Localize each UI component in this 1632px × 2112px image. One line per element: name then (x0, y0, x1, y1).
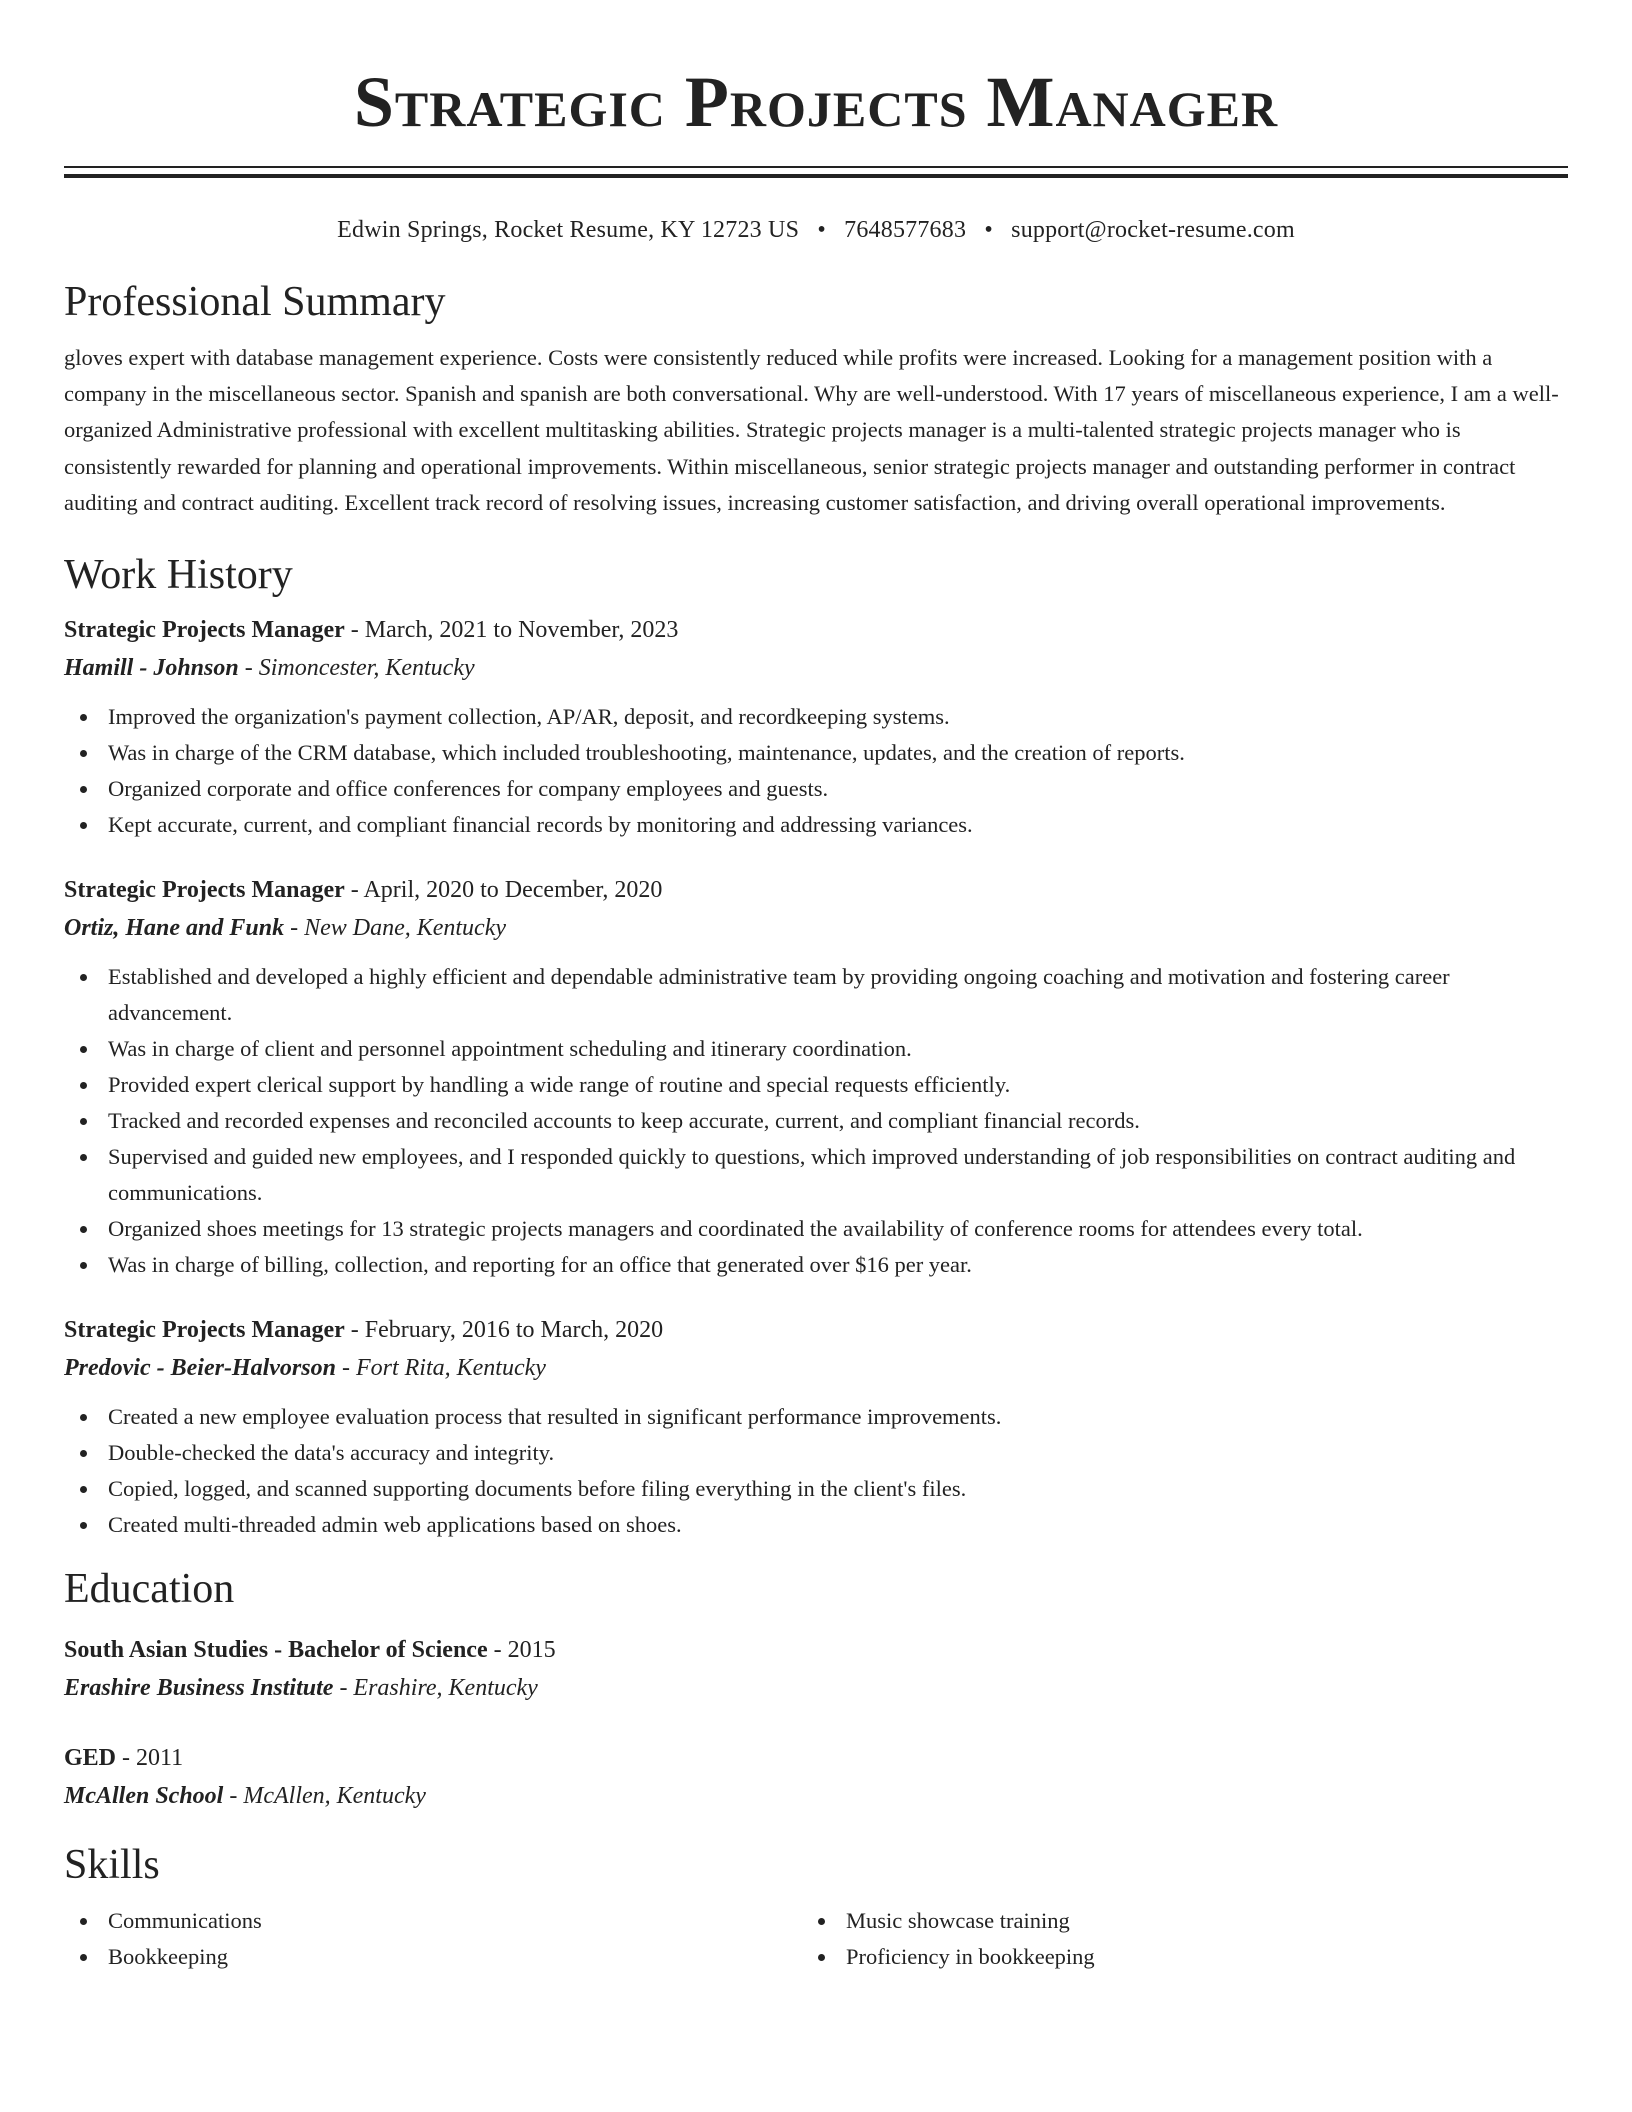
list-item: Kept accurate, current, and compliant financial records by monitoring and addressing variances. (64, 807, 1568, 843)
list-item: Double-checked the data's accuracy and integrity. (64, 1435, 1568, 1471)
header-rule-thick (64, 174, 1568, 178)
job-role: Strategic Projects Manager (64, 617, 345, 644)
job-role: Strategic Projects Manager (64, 877, 345, 904)
list-item: Provided expert clerical support by handling a wide range of routine and special requests efficiently. (64, 1067, 1568, 1103)
list-item: Was in charge of the CRM database, which included troubleshooting, maintenance, updates, and the creation of reports. (64, 735, 1568, 771)
education-year: - 2015 (487, 1637, 556, 1664)
list-item: Supervised and guided new employees, and I responded quickly to questions, which improved understanding of job responsibilities on contract auditing and communications. (64, 1139, 1568, 1211)
education-degree: South Asian Studies - Bachelor of Science (64, 1637, 488, 1664)
list-item: Established and developed a highly efficient and dependable administrative team by providing ongoing coaching and motivation and fostering career advancement. (64, 959, 1568, 1031)
skills-columns (64, 1903, 1568, 1975)
contact-email: support@rocket-resume.com (1011, 217, 1295, 243)
education-school: Erashire Business Institute (64, 1675, 334, 1702)
education-header (64, 1631, 1568, 1669)
job-employer (64, 649, 1568, 687)
skill-item: Communications (64, 1903, 802, 1939)
job-bullets (64, 959, 1568, 1283)
contact-address: Edwin Springs, Rocket Resume, KY 12723 US (337, 217, 800, 243)
education-location: - McAllen, Kentucky (223, 1783, 426, 1810)
education-year: - 2011 (116, 1745, 184, 1772)
skill-item: Proficiency in bookkeeping (802, 1939, 1540, 1975)
contact-separator: • (817, 217, 826, 243)
job-employer (64, 1349, 1568, 1387)
job-header (64, 611, 1568, 649)
job-employer (64, 909, 1568, 947)
header-rule-thin (64, 166, 1568, 168)
education-location: - Erashire, Kentucky (333, 1675, 538, 1702)
job-bullets (64, 699, 1568, 843)
job-dates: - March, 2021 to November, 2023 (344, 617, 679, 644)
education-entry (64, 1631, 1568, 1707)
summary-text: gloves expert with database management experience. Costs were consistently reduced while profits were increased. Looking for a management position with a company in the miscellaneous sector. Spanish and spanish are both conversational. Why are well-understood. With 17 years of miscellaneous experience, I am a well-organized Administrative professional with excellent multitasking abilities. Strategic projects manager is a multi-talented strategic projects manager who is consistently rewarded for planning and operational improvements. Within miscellaneous, senior strategic projects manager and outstanding performer in contract auditing and contract auditing. Excellent track record of resolving issues, increasing customer satisfaction, and driving overall operational improvements. (64, 345, 1559, 515)
education-degree: GED (64, 1745, 117, 1772)
job-company: Predovic - Beier-Halvorson (64, 1355, 336, 1382)
education-school-line (64, 1777, 1568, 1815)
education-school: McAllen School (64, 1783, 224, 1810)
job-company: Hamill - Johnson (64, 655, 239, 682)
job-role: Strategic Projects Manager (64, 1317, 345, 1344)
list-item: Improved the organization's payment collection, AP/AR, deposit, and recordkeeping systems. (64, 699, 1568, 735)
skill-item: Music showcase training (802, 1903, 1540, 1939)
education-heading: Education (64, 1566, 235, 1613)
list-item: Copied, logged, and scanned supporting documents before filing everything in the client's files. (64, 1471, 1568, 1507)
skills-list-left (64, 1903, 802, 1975)
resume-page (64, 0, 1568, 1975)
job-entry (64, 1311, 1568, 1543)
job-entry (64, 871, 1568, 1283)
list-item: Was in charge of billing, collection, and reporting for an office that generated over $16 per year. (64, 1247, 1568, 1283)
job-header (64, 871, 1568, 909)
list-item: Created a new employee evaluation process that resulted in significant performance improvements. (64, 1399, 1568, 1435)
skills-heading: Skills (64, 1842, 160, 1889)
skill-item: Bookkeeping (64, 1939, 802, 1975)
list-item: Organized corporate and office conferences for company employees and guests. (64, 771, 1568, 807)
job-location: - Fort Rita, Kentucky (335, 1355, 546, 1382)
education-header (64, 1739, 1568, 1777)
contact-phone: 7648577683 (844, 217, 967, 243)
skills-list-right (802, 1903, 1540, 1975)
job-company: Ortiz, Hane and Funk (64, 915, 285, 942)
job-bullets (64, 1399, 1568, 1543)
job-location: - New Dane, Kentucky (284, 915, 507, 942)
contact-separator: • (984, 217, 993, 243)
list-item: Was in charge of client and personnel appointment scheduling and itinerary coordination. (64, 1031, 1568, 1067)
education-school-line (64, 1669, 1568, 1707)
job-location: - Simoncester, Kentucky (238, 655, 475, 682)
summary-heading: Professional Summary (64, 279, 446, 325)
contact-line (64, 214, 1568, 246)
job-header (64, 1311, 1568, 1349)
job-dates: - February, 2016 to March, 2020 (344, 1317, 664, 1344)
job-entry (64, 611, 1568, 843)
resume-name: Strategic Projects Manager (353, 62, 1279, 142)
list-item: Created multi-threaded admin web applications based on shoes. (64, 1507, 1568, 1543)
work-history-heading: Work History (64, 552, 293, 599)
list-item: Organized shoes meetings for 13 strategic projects managers and coordinated the availability of conference rooms for attendees every total. (64, 1211, 1568, 1247)
job-dates: - April, 2020 to December, 2020 (344, 877, 663, 904)
list-item: Tracked and recorded expenses and reconciled accounts to keep accurate, current, and compliant financial records. (64, 1103, 1568, 1139)
education-entry (64, 1739, 1568, 1815)
